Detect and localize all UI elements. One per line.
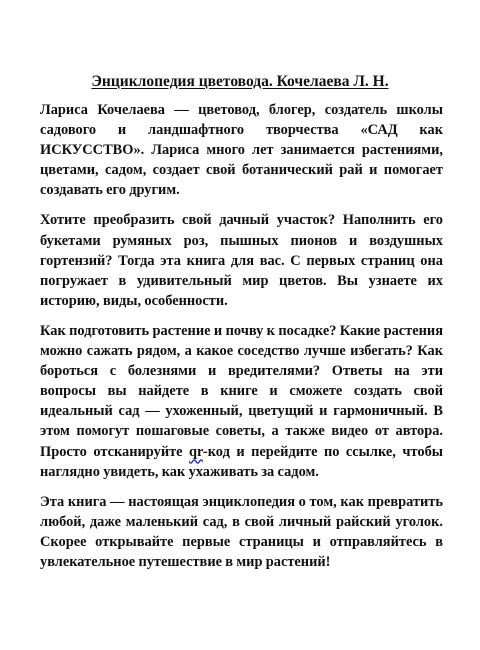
paragraph-text-before: Как подготовить растение и почву к посадке? Какие растения можно сажать рядом, а какое соседство лучше избегать? Как бороться с болезнями и вредителями? Ответы на эти вопросы вы найдете в книге и сможете создать свой идеальный сад — ухоженный, цветущий и гармоничный. В этом помогут пошаговые советы, а также видео от автора. Просто отсканируйте	[40, 322, 443, 460]
paragraph-book-intro: Хотите преобразить свой дачный участок? Наполнить его букетами румяных роз, пышных пионов и воздушных гортензий? Тогда эта книга для вас. С первых страниц она погружает в удивительный мир цветов. Вы узнаете их историю, виды, особенности.	[40, 212, 443, 309]
spellcheck-highlight-qr: qr	[189, 443, 203, 460]
paragraph-book-contents	[40, 321, 443, 482]
paragraph-text-after: -код и перейдите по ссылке, чтобы наглядно увидеть, как ухаживать за садом.	[40, 443, 443, 480]
document-title: Энциклопедия цветовода. Кочелаева Л. Н.	[91, 73, 389, 90]
paragraph-author-bio: Лариса Кочелаева — цветовод, блогер, создатель школы садового и ландшафтного творчества «САД как ИСКУССТВО». Лариса много лет занимается растениями, цветами, садом, создает свой ботанический рай и помогает создавать его другим.	[40, 102, 443, 199]
document-body	[40, 100, 443, 572]
paragraph-book-summary: Эта книга — настоящая энциклопедия о том, как превратить любой, даже маленький сад, в свой личный райский уголок. Скорее открывайте первые страницы и отправляйтесь в увлекательное путешествие в мир растений!	[40, 493, 443, 570]
